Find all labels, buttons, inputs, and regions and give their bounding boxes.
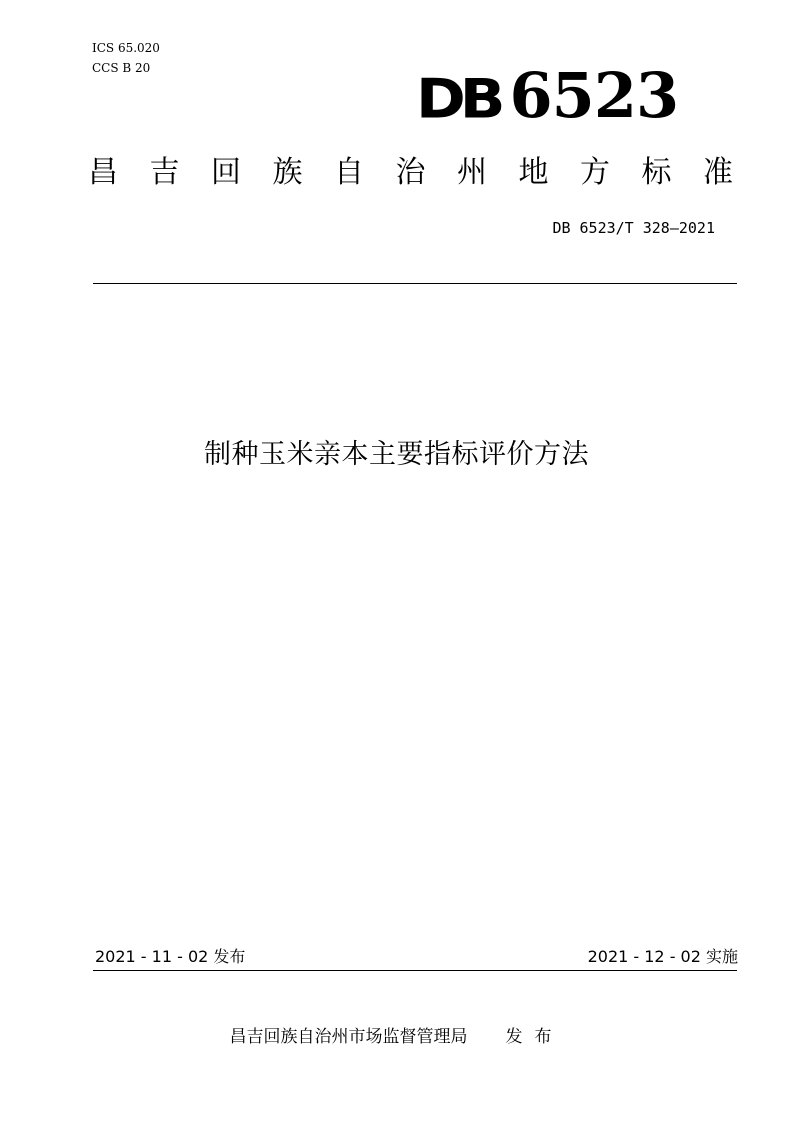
standard-type-char: 地 bbox=[518, 155, 549, 190]
standard-type-char: 吉 bbox=[149, 155, 180, 190]
standard-number: DB 6523/T 328—2021 bbox=[552, 219, 715, 237]
standard-type-title bbox=[88, 148, 733, 198]
standard-type-char: 回 bbox=[211, 155, 241, 190]
standard-type-char: 治 bbox=[395, 155, 426, 190]
release-date: 2021 - 11 - 02 发布 bbox=[95, 947, 246, 966]
issuer-name: 昌吉回族自治州市场监督管理局 bbox=[229, 1027, 468, 1047]
issuer-action: 发布 bbox=[505, 1027, 564, 1047]
bottom-divider bbox=[93, 970, 737, 971]
standard-type-char: 族 bbox=[272, 155, 303, 190]
db-letters: DB bbox=[416, 67, 500, 131]
document-title: 制种玉米亲本主要指标评价方法 bbox=[204, 439, 589, 470]
standard-type-char: 昌 bbox=[88, 155, 118, 190]
top-divider bbox=[93, 283, 737, 284]
date-row bbox=[95, 946, 738, 968]
db-standard-logo bbox=[416, 59, 679, 132]
standard-type-char: 准 bbox=[703, 155, 733, 190]
issuer-line bbox=[0, 1025, 793, 1049]
standard-type-char: 州 bbox=[457, 155, 487, 190]
db-region-number: 6523 bbox=[509, 59, 679, 132]
classification-codes bbox=[92, 38, 160, 78]
standard-type-char: 方 bbox=[580, 155, 610, 190]
implementation-date: 2021 - 12 - 02 实施 bbox=[587, 947, 738, 966]
ccs-code: CCS B 20 bbox=[92, 61, 151, 75]
standard-type-char: 自 bbox=[334, 155, 364, 190]
standard-type-char: 标 bbox=[641, 155, 672, 190]
ics-code: ICS 65.020 bbox=[92, 41, 160, 55]
